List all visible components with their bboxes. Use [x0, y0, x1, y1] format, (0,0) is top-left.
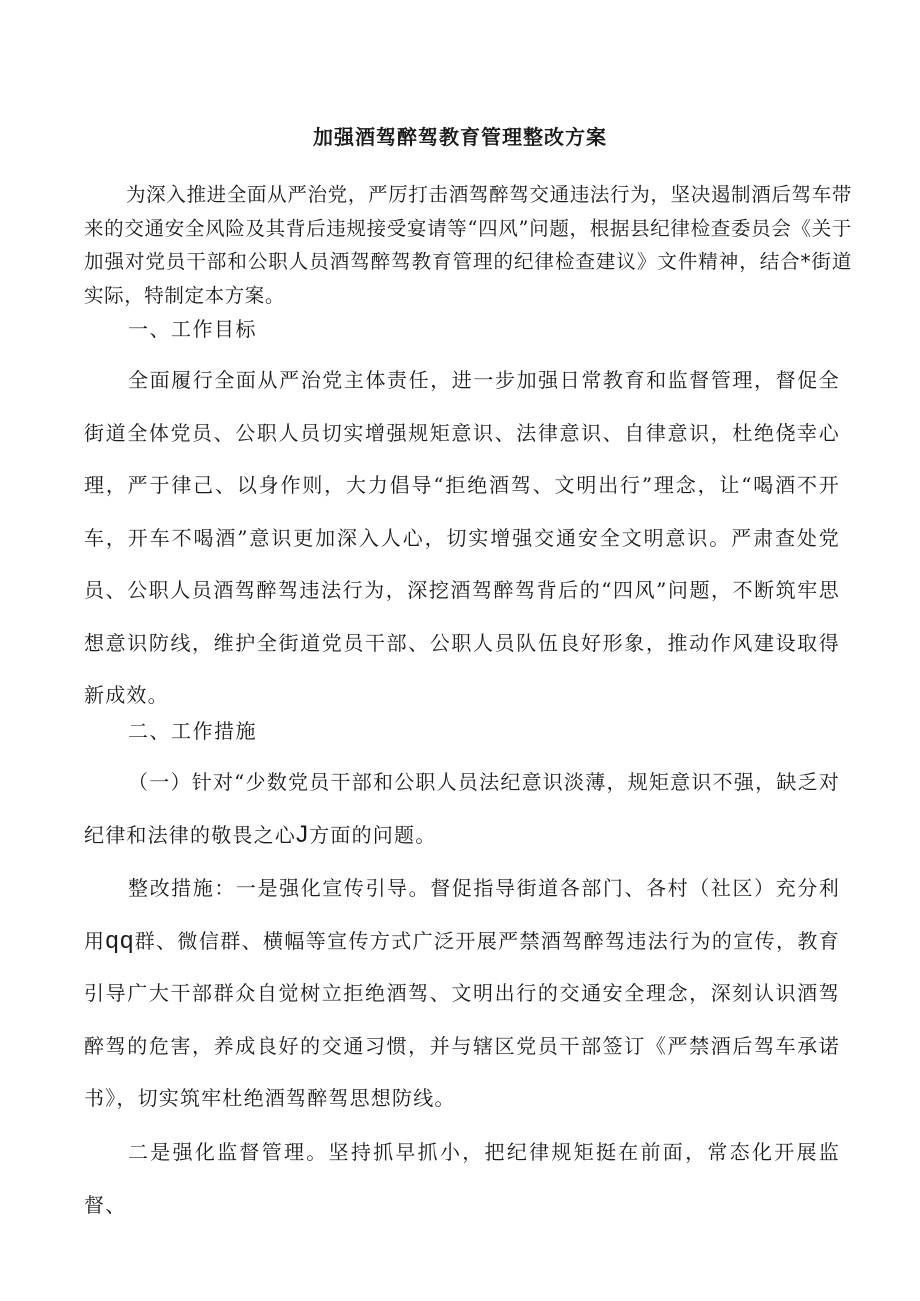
measure-one-tail: 群、微信群、横幅等宣传方式广泛开展严禁酒驾醉驾违法行为的宣传，教育引导广大干部群众自觉树立拒绝酒驾、文明出行的交通安全理念，深刻认识酒驾醉驾的危害，养成良好的交通习惯，并与辖区党员干部签订《严禁酒后驾车承诺书》，切实筑牢杜绝酒驾醉驾思想防线。	[84, 928, 840, 1110]
issue-one-bracket: J	[296, 820, 310, 848]
issue-one-tail: 方面的问题。	[309, 822, 437, 847]
measure-one-qq: qq	[105, 926, 135, 954]
section-heading-measures: 二、工作措施	[128, 719, 257, 743]
issue-one-lead: （一）针对“少数党员干部和公职人员法纪意识淡薄，规矩意识不强，缺乏对纪律和法律的敬畏之心	[84, 770, 840, 847]
measure-two-paragraph: 二是强化监督管理。坚持抓早抓小，把纪律规矩挺在前面，常态化开展监督、	[84, 1140, 840, 1217]
goals-paragraph: 全面履行全面从严治党主体责任，进一步加强日常教育和监督管理，督促全街道全体党员、公职人员切实增强规矩意识、法律意识、自律意识，杜绝侥幸心理，严于律己、以身作则，大力倡导“拒绝酒驾、文明出行”理念，让“喝酒不开车，开车不喝酒”意识更加深入人心，切实增强交通安全文明意识。严肃查处党员、公职人员酒驾醉驾违法行为，深挖酒驾醉驾背后的“四风”问题，不断筑牢思想意识防线，维护全街道党员干部、公职人员队伍良好形象，推动作风建设取得新成效。	[84, 368, 840, 707]
issue-one-paragraph	[84, 756, 840, 861]
intro-paragraph: 为深入推进全面从严治党，严厉打击酒驾醉驾交通违法行为，坚决遏制酒后驾车带来的交通安全风险及其背后违规接受宴请等“四风”问题，根据县纪律检查委员会《关于加强对党员干部和公职人员酒驾醉驾教育管理的纪律检查建议》文件精神，结合*街道实际，特制定本方案。	[84, 183, 852, 307]
measure-one-lead: 整改措施：一是强化宣传引导。督促指导街道各部门、各村（社区）充分利用	[84, 876, 840, 953]
section-heading-goals: 一、工作目标	[128, 317, 257, 341]
measure-one-paragraph	[84, 862, 840, 1125]
document-title: 加强酒驾醉驾教育管理整改方案	[313, 125, 607, 149]
